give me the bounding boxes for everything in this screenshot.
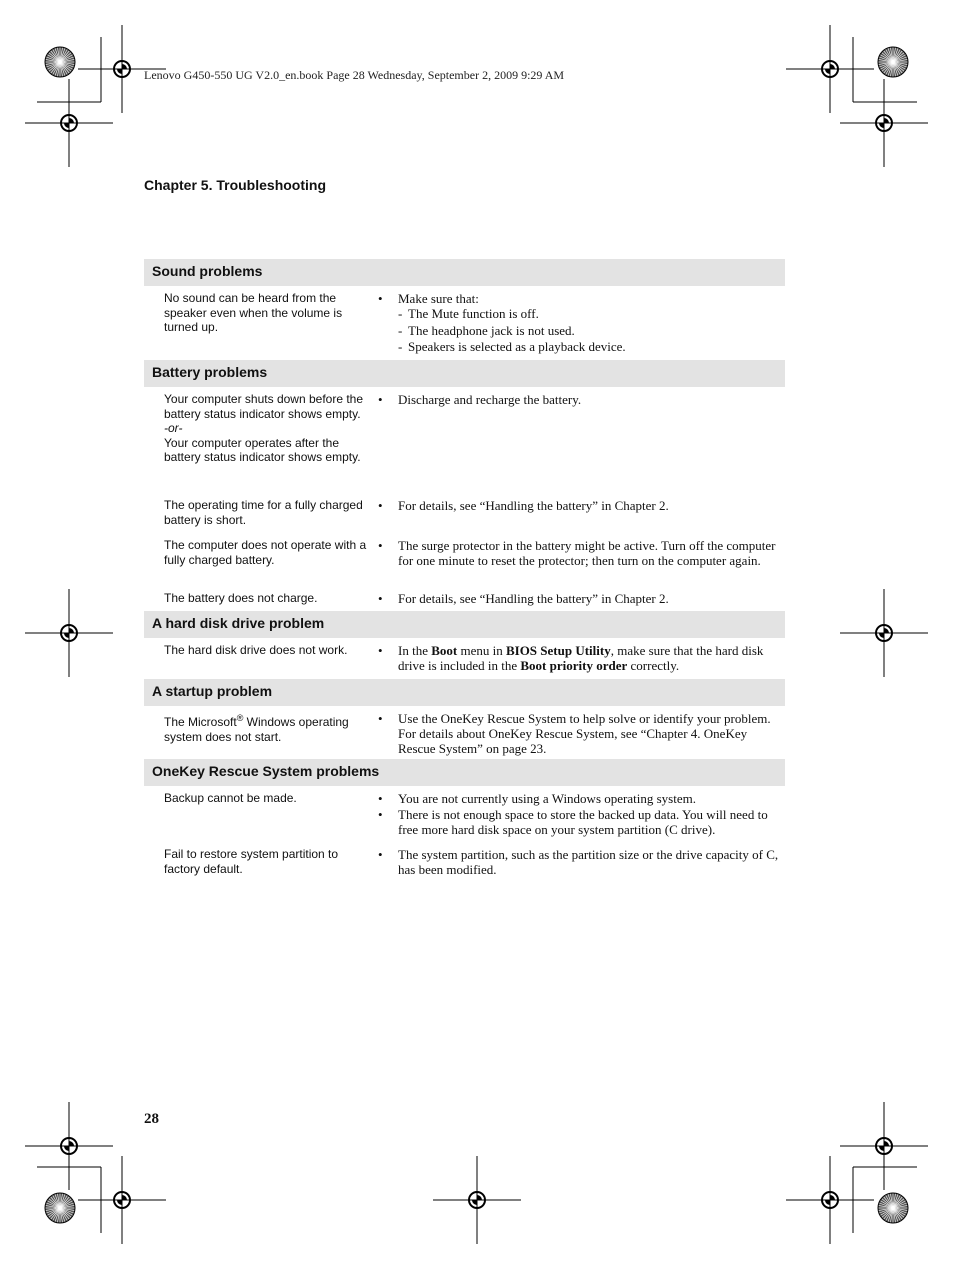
solution-cell <box>371 791 785 847</box>
table-row <box>144 591 785 611</box>
problem-text: The operating time for a fully charged battery is short. <box>164 498 363 527</box>
text-run: The Microsoft <box>164 715 237 729</box>
sub-item: The Mute function is off. <box>408 306 539 321</box>
solution-text: For details, see “Handling the battery” in Chapter 2. <box>398 591 669 606</box>
section-heading-startup: A startup problem <box>144 679 785 706</box>
solution-text: Use the OneKey Rescue System to help solve or identify your problem. For details about OneKey Rescue System, see “Chapter 4. OneKey Rescue System” on page 23. <box>398 711 771 756</box>
dash-icon: - <box>398 306 403 321</box>
solution-cell <box>371 291 785 360</box>
crosshair-mark <box>433 1156 521 1244</box>
table-row <box>144 498 785 538</box>
solution-cell <box>371 498 785 538</box>
problem-cell <box>144 392 371 498</box>
text-run-bold: Boot <box>431 643 458 658</box>
solution-text: The surge protector in the battery might be active. Turn off the computer for one minute to reset the protector; then turn on the computer again. <box>398 538 776 568</box>
or-separator: -or- <box>164 421 183 435</box>
table-row <box>144 643 785 679</box>
solution-cell <box>371 392 785 498</box>
bullet-icon: • <box>378 711 383 726</box>
starburst-mark <box>878 47 908 77</box>
solution-text: There is not enough space to store the backed up data. You will need to free more hard disk space on your system partition (C drive). <box>398 807 768 837</box>
bullet-icon: • <box>378 791 383 806</box>
bullet-icon: • <box>378 643 383 658</box>
text-run: Windows operating system does not start. <box>164 715 349 744</box>
section-heading-sound: Sound problems <box>144 259 785 286</box>
bullet-icon: • <box>378 392 383 407</box>
text-run: menu in <box>457 643 506 658</box>
table-row <box>144 791 785 847</box>
solution-text: You are not currently using a Windows operating system. <box>398 791 696 806</box>
bullet-icon: • <box>378 591 383 606</box>
solution-cell <box>371 847 785 883</box>
solution-text: Discharge and recharge the battery. <box>398 392 582 407</box>
problem-text: The hard disk drive does not work. <box>164 643 348 657</box>
book-header-line: Lenovo G450-550 UG V2.0_en.book Page 28 Wednesday, September 2, 2009 9:29 AM <box>144 68 565 82</box>
crosshair-mark <box>25 589 113 677</box>
text-run: correctly. <box>627 658 680 673</box>
solution-cell <box>371 538 785 591</box>
bullet-icon: • <box>378 538 383 553</box>
bullet-icon: • <box>378 847 383 862</box>
dash-icon: - <box>398 322 403 338</box>
table-row <box>144 392 785 498</box>
starburst-mark <box>878 1193 908 1223</box>
solution-text: The system partition, such as the partition size or the drive capacity of C, has been modified. <box>398 847 779 877</box>
troubleshooting-table <box>144 259 785 883</box>
problem-text <box>144 711 371 759</box>
text-run: , make sure that the hard disk drive is included in the <box>398 643 764 673</box>
starburst-mark <box>45 1193 75 1223</box>
problem-text: Your computer shuts down before the battery status indicator shows empty. <box>164 392 364 421</box>
solution-text: Make sure that: <box>398 291 479 306</box>
bullet-icon: • <box>378 498 383 513</box>
solution-cell <box>371 591 785 611</box>
sub-item: The headphone jack is not used. <box>408 322 575 338</box>
text-run-bold: Boot priority order <box>520 658 628 673</box>
section-heading-onekey: OneKey Rescue System problems <box>144 759 785 786</box>
bullet-icon: • <box>378 807 383 822</box>
crosshair-mark <box>840 589 928 677</box>
crosshair-mark <box>25 1102 113 1190</box>
problem-text: No sound can be heard from the speaker even when the volume is turned up. <box>164 291 343 334</box>
text-run: In the <box>398 643 432 658</box>
solution-cell <box>371 643 785 679</box>
registered-mark: ® <box>236 713 244 723</box>
section-heading-hard-disk: A hard disk drive problem <box>144 611 785 638</box>
problem-text: The battery does not charge. <box>164 591 318 605</box>
problem-text: The computer does not operate with a fully charged battery. <box>164 538 367 567</box>
dash-icon: - <box>398 339 403 354</box>
crosshair-mark <box>786 1156 874 1244</box>
text-run-bold: BIOS Setup Utility <box>505 643 611 658</box>
starburst-mark <box>45 47 75 77</box>
sub-item: Speakers is selected as a playback device. <box>408 339 626 354</box>
crosshair-mark <box>78 1156 166 1244</box>
table-row <box>144 538 785 591</box>
table-row <box>144 711 785 759</box>
problem-text: Fail to restore system partition to factory default. <box>164 847 339 876</box>
chapter-title: Chapter 5. Troubleshooting <box>144 177 327 193</box>
crosshair-mark <box>25 79 113 167</box>
problem-text: Your computer operates after the battery status indicator shows empty. <box>164 435 361 464</box>
problem-text: Backup cannot be made. <box>164 791 297 805</box>
section-heading-battery: Battery problems <box>144 360 785 387</box>
solution-cell <box>371 711 785 759</box>
solution-text: For details, see “Handling the battery” in Chapter 2. <box>398 498 669 513</box>
table-row <box>144 847 785 883</box>
table-row <box>144 291 785 360</box>
page-number: 28 <box>144 1111 159 1127</box>
crosshair-mark <box>786 25 874 113</box>
solution-text <box>398 643 785 673</box>
bullet-icon: • <box>378 291 383 306</box>
